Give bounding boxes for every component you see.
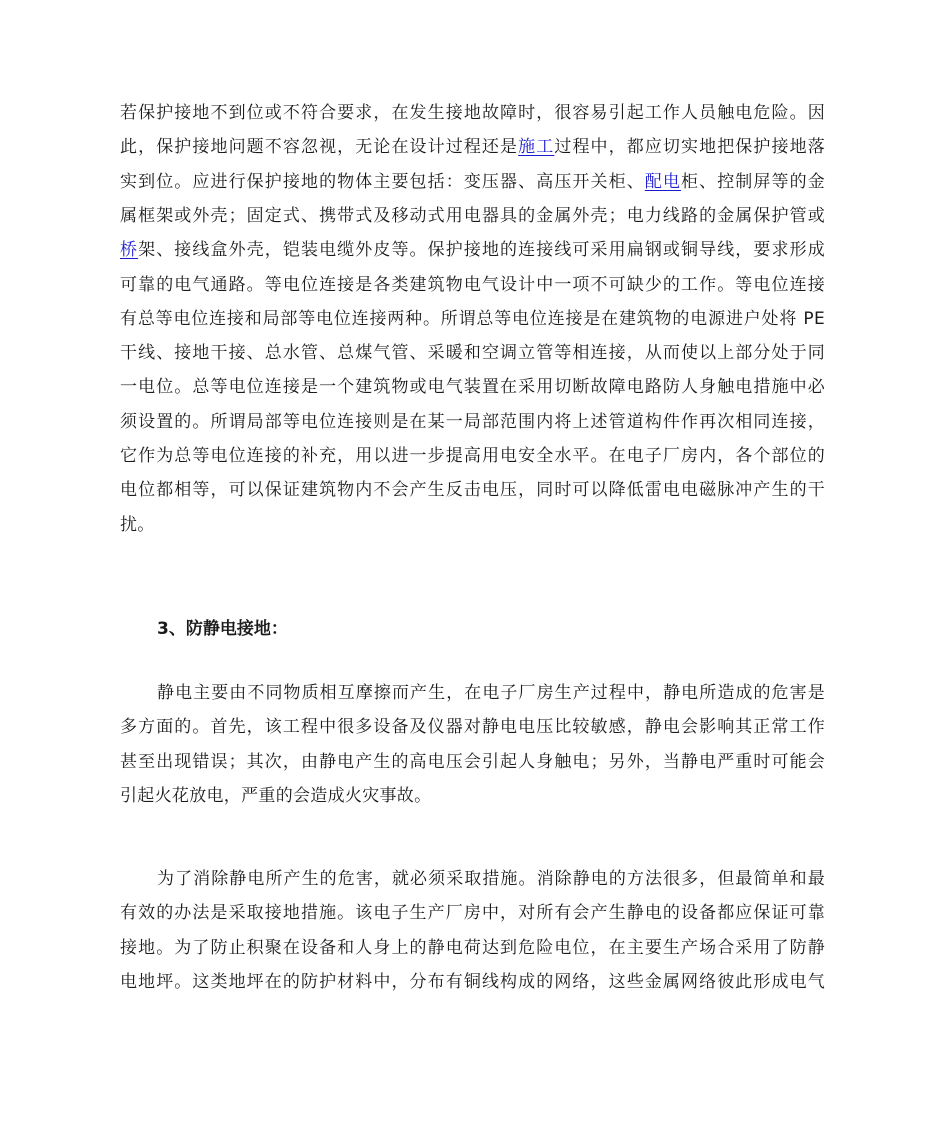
text-segment: 静电主要由不同物质相互摩擦而产生，在电子厂房生产过程中，静电所造成的危害是 [157,683,825,703]
text-segment: 柜、控制屏等的金 [681,171,825,192]
text-segment: 干线、接地干接、总水管、总煤气管、采暖和空调立管等相连接，从而使以上部分处于同 [120,343,825,364]
text-line [157,866,825,892]
text-line [120,374,825,400]
text-line [120,900,825,926]
text-segment: 扰。 [120,514,155,535]
text-segment: 为了消除静电所产生的危害，就必须采取措施。消除静电的方法很多，但最简单和最 [157,869,825,889]
text-segment: 一电位。总等电位连接是一个建筑物或电气装置在采用切断故障电路防人身触电措施中必 [120,377,825,398]
inline-link[interactable]: 配电 [644,171,682,192]
text-line [120,443,825,469]
text-segment: 过程中，都应切实地把保护接地落 [554,137,825,158]
text-line [120,203,825,229]
text-line [120,477,825,503]
text-line [120,969,825,995]
text-segment: 此，保护接地问题不容忽视，无论在设计过程还是 [120,137,519,158]
text-segment: 它作为总等电位连接的补充，用以进一步提高用电安全水平。在电子厂房内，各个部位的 [120,446,825,466]
text-segment: 电位都相等，可以保证建筑物内不会产生反击电压，同时可以降低雷电电磁脉冲产生的干 [120,480,825,501]
text-segment: 可靠的电气通路。等电位连接是各类建筑物电气设计中一项不可缺少的工作。等电位连接 [120,274,825,295]
text-segment: 架、接线盒外壳，铠装电缆外皮等。保护接地的连接线可采用扁钢或铜导线，要求形成 [138,240,825,261]
text-segment: 有总等电位连接和局部等电位连接两种。所谓总等电位连接是在建筑物的电源进户处将 PE [120,308,825,329]
text-segment: 甚至出现错误；其次，由静电产生的高电压会引起人身触电；另外，当静电严重时可能会 [120,751,825,772]
text-segment: 须设置的。所谓局部等电位连接则是在某一局部范围内将上述管道构件作再次相同连接， [120,411,825,432]
text-line [120,169,825,195]
text-line [120,272,825,298]
text-segment: 接地。为了防止积聚在设备和人身上的静电荷达到危险电位，在主要生产场合采用了防静 [120,937,825,958]
inline-link[interactable]: 桥 [120,240,139,261]
text-line [120,783,825,809]
text-line [120,306,825,332]
text-line [120,100,825,126]
text-segment: 实到位。应进行保护接地的物体主要包括：变压器、高压开关柜、 [120,171,645,192]
text-line [120,237,825,263]
text-segment: 属框架或外壳；固定式、携带式及移动式用电器具的金属外壳；电力线路的金属保护管或 [120,205,825,226]
text-line [120,134,825,160]
text-line [120,714,825,740]
text-segment: 引起火花放电，严重的会造成火灾事故。 [120,785,432,806]
text-line [120,935,825,961]
inline-link[interactable]: 施工 [518,137,555,158]
section-heading: 3、防静电接地： [157,619,288,639]
text-segment: 电地坪。这类地坪在的防护材料中，分布有铜线构成的网络，这些金属网络彼此形成电气 [120,971,825,992]
text-segment: 若保护接地不到位或不符合要求，在发生接地故障时，很容易引起工作人员触电危险。因 [120,103,825,123]
text-line [120,512,825,538]
text-line [120,749,825,775]
text-line [157,680,825,706]
text-line [120,409,825,435]
text-segment: 多方面的。首先，该工程中很多设备及仪器对静电电压比较敏感，静电会影响其正常工作 [120,717,825,738]
text-line [120,340,825,366]
text-segment: 有效的办法是采取接地措施。该电子生产厂房中，对所有会产生静电的设备都应保证可靠 [120,903,825,924]
